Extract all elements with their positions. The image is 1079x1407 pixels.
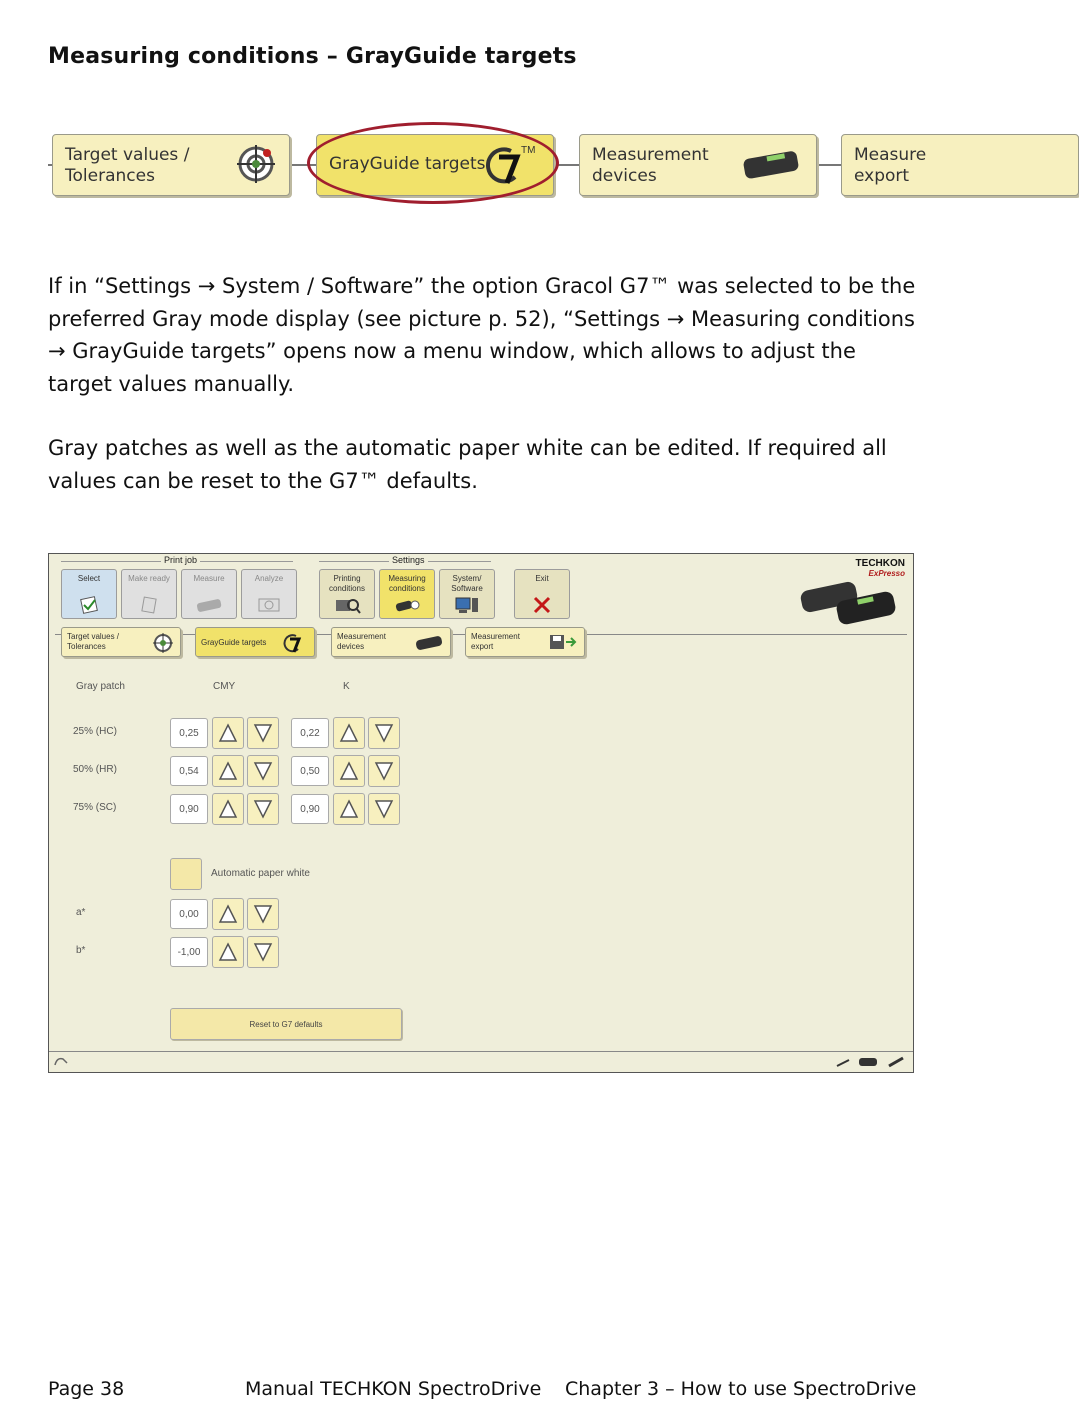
header-cmy: CMY: [213, 681, 236, 692]
b-star-up-button[interactable]: [212, 936, 244, 968]
section-heading: Measuring conditions – GrayGuide targets: [48, 44, 577, 69]
row-label-50: 50% (HR): [73, 764, 117, 775]
body-paragraph-1: If in “Settings → System / Software” the option Gracol G7™ was selected to be the preferred Gray mode display (see picture p. 52), “Settings → Measuring conditions → GrayGuide targets” opens now a menu window, which allows to adjust the target values manually.: [48, 274, 916, 396]
cmy-75-down-button[interactable]: [247, 793, 279, 825]
select-button[interactable]: [61, 569, 117, 619]
k-50-value[interactable]: 0,50: [291, 756, 329, 786]
cmy-50-down-button[interactable]: [247, 755, 279, 787]
tab-target-values[interactable]: [52, 134, 290, 196]
spectro-device-icon: [740, 143, 804, 190]
make-ready-icon: [122, 596, 176, 616]
group-label-printjob: Print job: [161, 555, 200, 565]
subtab-label: Measurement devices: [337, 632, 386, 651]
subtab-label: Measurement export: [471, 632, 520, 651]
measuring-conditions-button[interactable]: [379, 569, 435, 619]
chapter-title: Chapter 3 – How to use SpectroDrive: [565, 1378, 917, 1400]
a-star-label: a*: [76, 907, 86, 918]
k-25-down-button[interactable]: [368, 717, 400, 749]
measuring-conditions-icon: [380, 596, 434, 616]
b-star-value[interactable]: -1,00: [170, 937, 208, 967]
cmy-75-up-button[interactable]: [212, 793, 244, 825]
highlight-circle: [307, 122, 559, 204]
tab-measurement-devices[interactable]: [579, 134, 817, 196]
page-number: Page 38: [48, 1378, 125, 1400]
b-star-down-button[interactable]: [247, 936, 279, 968]
device-status-icon: [835, 1055, 907, 1074]
group-label-settings: Settings: [389, 555, 428, 565]
g7-logo-icon: [282, 632, 308, 656]
app-screenshot: [48, 553, 914, 1073]
tab-label: GrayGuide targets: [329, 154, 486, 174]
cmy-50-up-button[interactable]: [212, 755, 244, 787]
exit-button[interactable]: [514, 569, 570, 619]
close-icon: [515, 596, 569, 616]
k-75-value[interactable]: 0,90: [291, 794, 329, 824]
button-label: Printing conditions: [328, 574, 366, 593]
target-icon: [235, 143, 277, 190]
button-label: Measure: [193, 574, 225, 583]
manual-title: Manual TECHKON SpectroDrive: [245, 1378, 542, 1400]
subtab-measurement-devices[interactable]: [331, 627, 451, 657]
target-icon: [152, 632, 174, 656]
subtab-measurement-export[interactable]: [465, 627, 585, 657]
printing-conditions-button[interactable]: [319, 569, 375, 619]
computer-icon: [440, 596, 494, 616]
analyze-icon: [242, 596, 296, 616]
button-label: Exit: [535, 574, 549, 583]
cmy-75-value[interactable]: 0,90: [170, 794, 208, 824]
subtab-target-values[interactable]: [61, 627, 181, 657]
k-25-up-button[interactable]: [333, 717, 365, 749]
status-bar: [49, 1051, 913, 1072]
row-label-75: 75% (SC): [73, 802, 117, 813]
automatic-paper-white-label: Automatic paper white: [211, 868, 310, 879]
brand-sub: ExPresso: [868, 569, 905, 578]
button-label: Make ready: [128, 574, 170, 583]
header-gray-patch: Gray patch: [76, 681, 125, 692]
brand-name: TECHKON: [855, 558, 905, 569]
subtab-label: GrayGuide targets: [201, 638, 267, 647]
subtab-label: Target values / Tolerances: [67, 632, 120, 651]
k-50-down-button[interactable]: [368, 755, 400, 787]
button-label: Select: [77, 574, 101, 583]
device-image: [797, 572, 907, 637]
select-icon: [62, 596, 116, 616]
svg-text:TM: TM: [521, 145, 536, 156]
reset-to-g7-defaults-button[interactable]: Reset to G7 defaults: [170, 1008, 402, 1040]
k-75-down-button[interactable]: [368, 793, 400, 825]
a-star-value[interactable]: 0,00: [170, 899, 208, 929]
automatic-paper-white-checkbox[interactable]: [170, 858, 202, 890]
header-k: K: [343, 681, 350, 692]
cmy-25-value[interactable]: 0,25: [170, 718, 208, 748]
save-export-icon: [548, 632, 578, 654]
make-ready-button[interactable]: [121, 569, 177, 619]
k-25-value[interactable]: 0,22: [291, 718, 329, 748]
system-software-button[interactable]: [439, 569, 495, 619]
measure-icon: [182, 596, 236, 616]
status-hand-icon: [53, 1055, 71, 1074]
tab-label: Measurement devices: [592, 145, 709, 186]
button-label: Analyze: [254, 574, 284, 583]
tab-measurement-export[interactable]: [841, 134, 1079, 196]
k-50-up-button[interactable]: [333, 755, 365, 787]
measure-button[interactable]: [181, 569, 237, 619]
subtab-grayguide-targets[interactable]: [195, 627, 315, 657]
tab-label: Target values / Tolerances: [65, 145, 190, 186]
printing-conditions-icon: [320, 596, 374, 616]
k-75-up-button[interactable]: [333, 793, 365, 825]
row-label-25: 25% (HC): [73, 726, 117, 737]
button-label: Measuring conditions: [388, 574, 426, 593]
spectro-device-icon: [414, 632, 444, 654]
b-star-label: b*: [76, 945, 86, 956]
cmy-25-up-button[interactable]: [212, 717, 244, 749]
cmy-50-value[interactable]: 0,54: [170, 756, 208, 786]
body-paragraph-2: Gray patches as well as the automatic paper white can be edited. If required all values can be reset to the G7™ defaults.: [48, 436, 887, 493]
a-star-up-button[interactable]: [212, 898, 244, 930]
cmy-25-down-button[interactable]: [247, 717, 279, 749]
a-star-down-button[interactable]: [247, 898, 279, 930]
tab-label: Measure export: [854, 145, 927, 186]
analyze-button[interactable]: [241, 569, 297, 619]
button-label: System/ Software: [451, 574, 483, 593]
